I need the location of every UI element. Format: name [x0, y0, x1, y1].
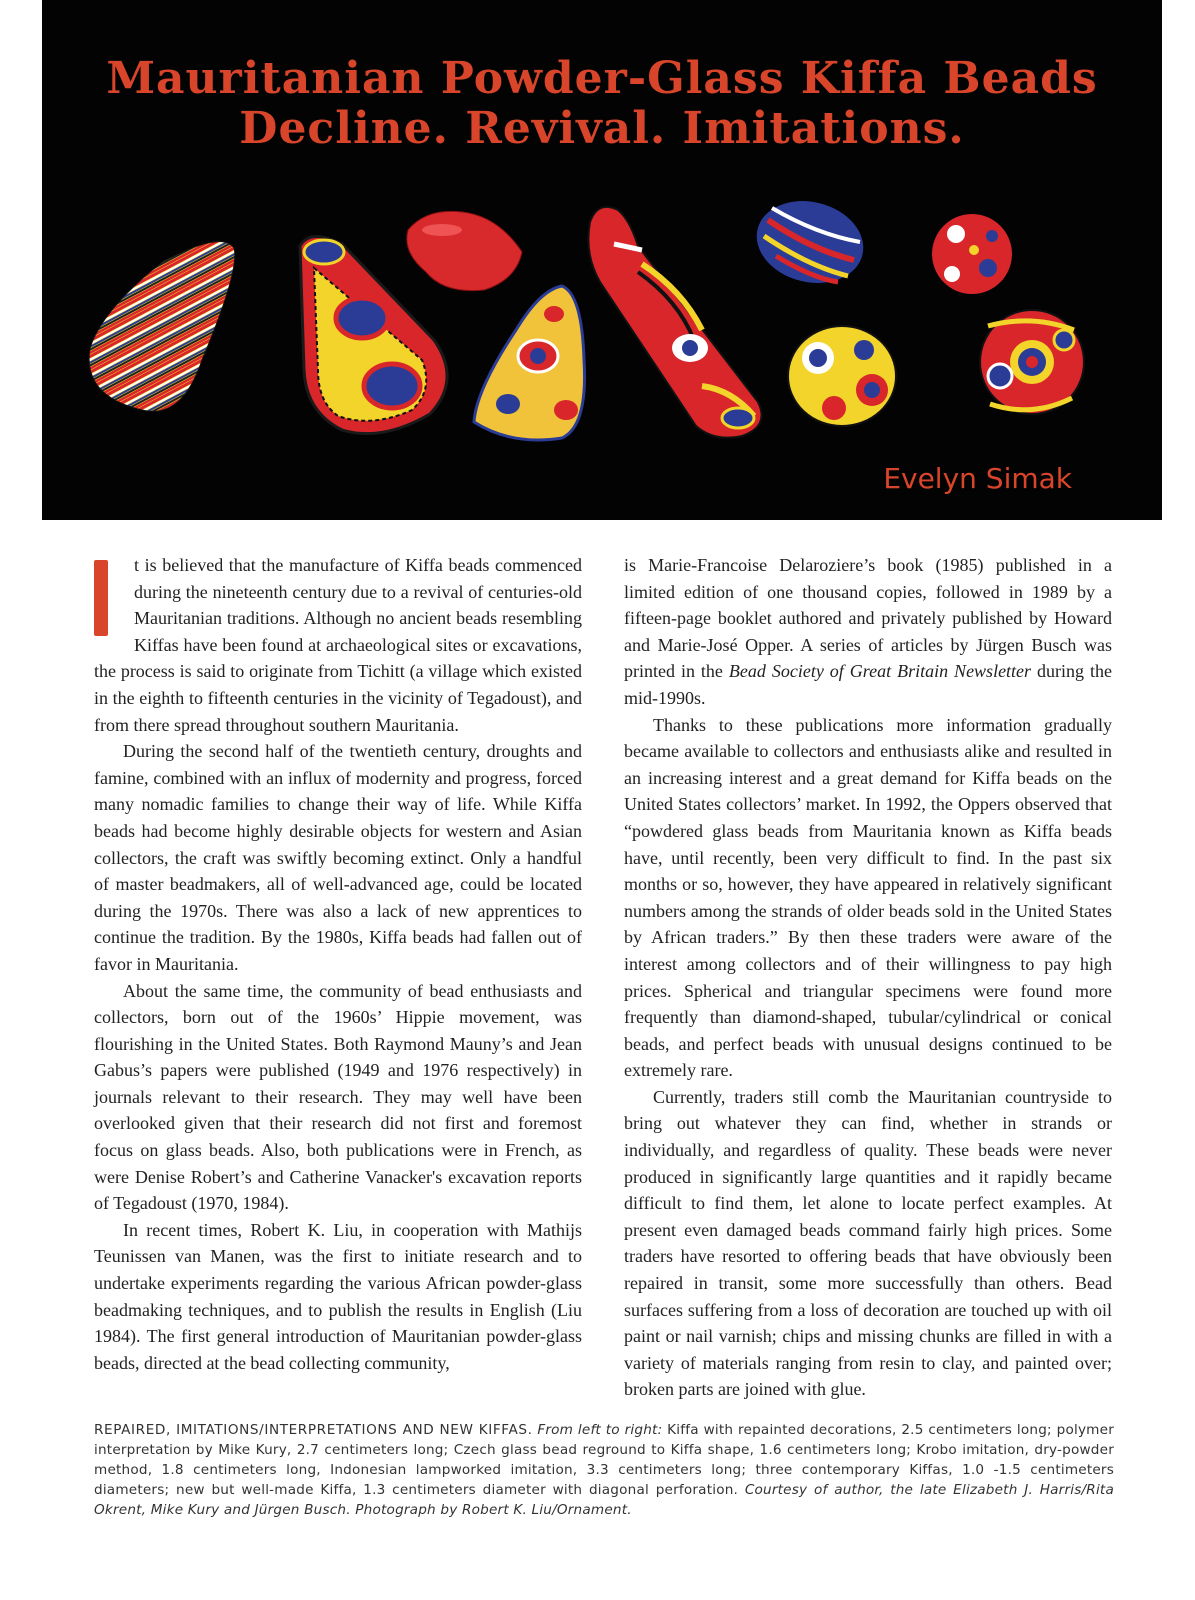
title-line-2: Decline. Revival. Imitations.	[239, 103, 965, 154]
bead-yellow-round	[788, 326, 896, 426]
photo-caption	[94, 1420, 1114, 1520]
bead-striped-cone	[89, 242, 235, 412]
bead-red-diamond	[407, 211, 522, 290]
article-right-column	[624, 552, 1112, 1403]
bead-blue-striped-oval	[748, 190, 872, 294]
bead-red-round-small	[932, 214, 1012, 294]
bead-concentric-round	[980, 310, 1084, 414]
dropcap	[94, 560, 108, 636]
caption-credit: Courtesy of author, the late Elizabeth J. Harris/Rita Okrent, Mike Kury and Jürgen Busch. Photograph by Robert K. Liu/Ornament.	[94, 1482, 1114, 1518]
caption-from-label: From left to right:	[537, 1422, 663, 1438]
bead-red-cone	[588, 207, 761, 438]
bead-yellow-triangle	[474, 286, 585, 440]
title-line-1: Mauritanian Powder-Glass Kiffa Beads	[106, 53, 1098, 104]
paragraph-4: In recent times, Robert K. Liu, in cooperation with Mathijs Teunissen van Manen, was the first to initiate research and to undertake experiments regarding the various African powder-glass beadmaking techniques, and to publish the results in English (Liu 1984). The first general introduction of Mauritanian powder-glass beads, directed at the bead collecting community,	[94, 1219, 582, 1373]
caption-lead: REPAIRED, IMITATIONS/INTERPRETATIONS AND NEW KIFFAS.	[94, 1422, 533, 1438]
beads-photo	[42, 190, 1162, 460]
paragraph-3: About the same time, the community of bead enthusiasts and collectors, born out of the 1960s’ Hippie movement, was flourishing in the United States. Both Raymond Mauny’s and Jean Gabus’s papers were published (1949 and 1976 respectively) in journals relevant to their research. They may well have been overlooked given that their research did not first and foremost focus on glass beads. Also, both publications were in French, as were Denise Robert’s and Catherine Vanacker's excavation reports of Tegadoust (1970, 1984).	[94, 980, 582, 1214]
caption-body: Kiffa with repainted decorations, 2.5 centimeters long; polymer interpretation by Mike Kury, 2.7 centimeters long; Czech glass bead reground to Kiffa shape, 1.6 centimeters long; Krobo imitation, dry-powder method, 1.8 centimeters long, Indonesian lampworked imitation, 3.3 centimeters long; three contemporary Kiffas, 1.0 -1.5 centimeters diameters; new but well-made Kiffa, 1.3 centimeters diameter with diagonal perforation.	[94, 1422, 1114, 1498]
paragraph-5: is Marie-Francoise Delaroziere’s book (1985) published in a limited edition of one thousand copies, followed in 1989 by a fifteen-page booklet authored and privately published by Howard and Marie-José Opper. A series of articles by Jürgen Busch was printed in the Bead Society of Great Britain Newsletter during the mid-1990s.	[624, 555, 1112, 708]
paragraph-6: Thanks to these publications more information gradually became available to collectors and enthusiasts alike and resulted in an increasing interest and a great demand for Kiffa beads on the United States collectors’ market. In 1992, the Oppers observed that “powdered glass beads from Mauritania known as Kiffa beads have, until recently, been very difficult to find. In the past six months or so, however, they have appeared in relatively significant numbers among the strands of older beads sold in the United States by African traders.” By then these traders were aware of the interest among collectors and of their willingness to pay high prices. Spherical and triangular specimens were found more frequently than diamond-shaped, tubular/cylindrical or conical beads, and perfect beads with unusual designs continued to be extremely rare.	[624, 714, 1112, 1081]
paragraph-1: t is believed that the manufacture of Kiffa beads commenced during the nineteenth century due to a revival of centuries-old Mauritanian traditions. Although no ancient beads resembling Kiffas have been found at archaeological sites or excavations, the process is said to originate from Tichitt (a village which existed in the eighth to fifteenth centuries in the vicinity of Tegadoust), and from there spread throughout southern Mauritania.	[94, 555, 582, 735]
paragraph-2: During the second half of the twentieth century, droughts and famine, combined with an influx of modernity and progress, forced many nomadic families to change their way of life. While Kiffa beads had become highly desirable objects for western and Asian collectors, the craft was swiftly becoming extinct. Only a handful of master beadmakers, all of well-advanced age, could be located during the 1970s. There was also a lack of new apprentices to continue the tradition. By the 1980s, Kiffa beads had fallen out of favor in Mauritania.	[94, 741, 582, 974]
paragraph-7: Currently, traders still comb the Mauritanian countryside to bring out whatever they can find, whether in strands or individually, and regardless of quality. These beads were never produced in significantly large quantities and it rapidly became difficult to find them, let alone to locate perfect examples. At present even damaged beads command fairly high prices. Some traders have resorted to offering beads that have obviously been repaired in transit, some more successfully than others. Bead surfaces suffering from a loss of decoration are touched up with oil paint or nail varnish; chips and missing chunks are filled in with a variety of materials ranging from resin to clay, and painted over; broken parts are joined with glue.	[624, 1086, 1112, 1400]
hero-banner	[42, 0, 1162, 520]
article-left-column	[94, 552, 582, 1376]
publication-title: Bead Society of Great Britain Newsletter	[728, 661, 1032, 682]
author-byline: Evelyn Simak	[883, 462, 1072, 495]
